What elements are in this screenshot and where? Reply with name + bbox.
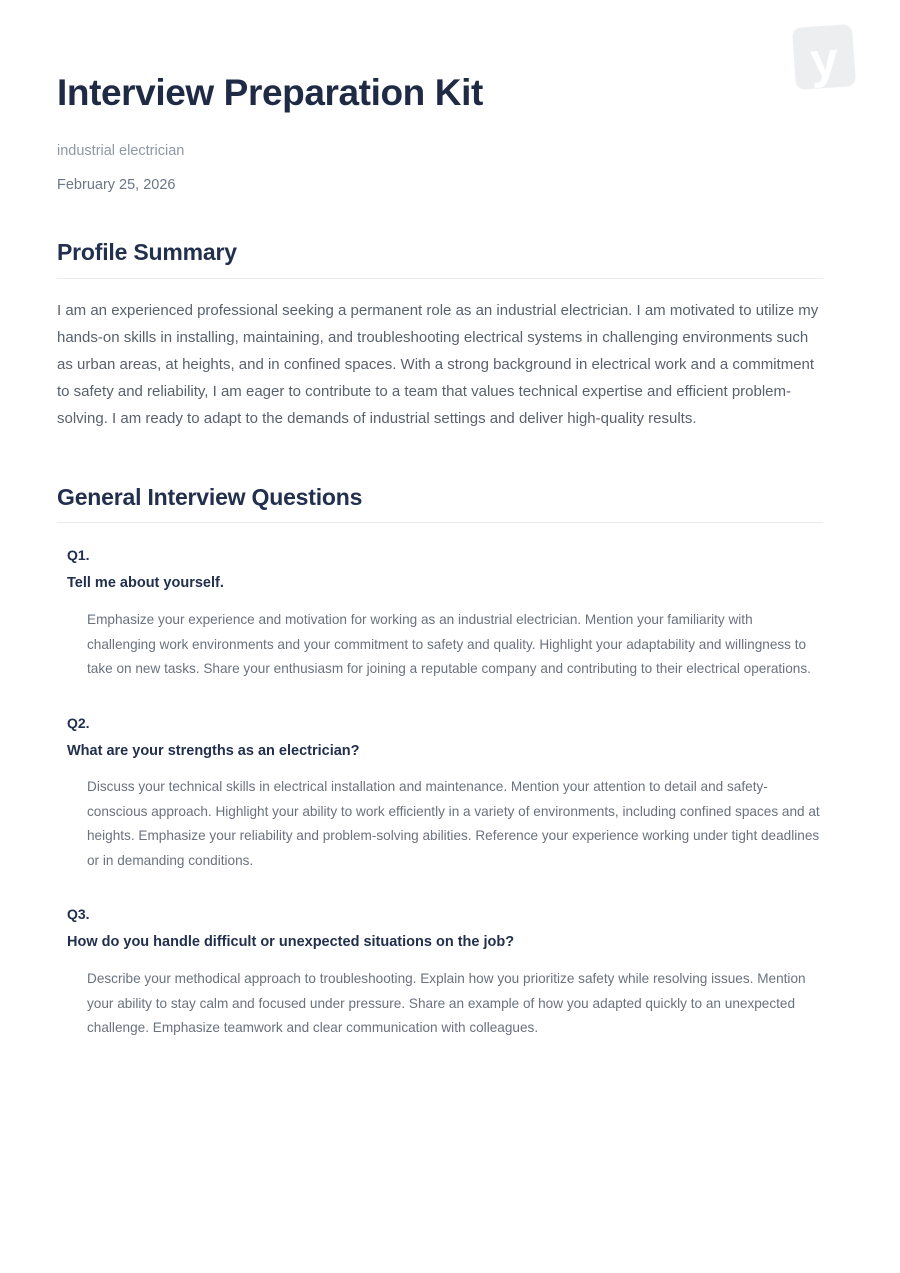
job-role-subtitle: industrial electrician — [57, 142, 185, 159]
list-item — [57, 904, 823, 1040]
question-text: What are your strengths as an electrician? — [67, 742, 360, 759]
question-number: Q3. — [67, 906, 90, 923]
answer-text: Emphasize your experience and motivation for working as an industrial electrician. Mention your familiarity with challenging work environments and your commitment to safety and quality. Highlight your adaptability and willingness to take on new tasks. Share your enthusiasm for joining a reputable company and contributing to their electrical operations. — [87, 612, 811, 677]
document-date: February 25, 2026 — [57, 176, 176, 193]
question-number: Q2. — [67, 714, 90, 731]
question-number: Q1. — [67, 547, 90, 564]
list-item — [57, 545, 823, 681]
profile-summary-heading: Profile Summary — [57, 239, 237, 266]
profile-summary-text: I am an experienced professional seeking a permanent role as an industrial electrician. I am motivated to utilize my hands-on skills in installing, maintaining, and troubleshooting electrical systems in challenging environments such as urban areas, at heights, and in confined spaces. With a strong background in electrical work and a commitment to safety and reliability, I am eager to contribute to a team that values technical expertise and efficient problem-solving. I am ready to adapt to the demands of industrial settings and deliver high-quality results. — [57, 301, 819, 427]
answer-text: Discuss your technical skills in electrical installation and maintenance. Mention your attention to detail and safety-conscious approach. Highlight your ability to work efficiently in a variety of environments, including confined spaces and at heights. Emphasize your reliability and problem-solving abilities. Reference your experience working under tight deadlines or in demanding conditions. — [87, 779, 820, 868]
question-text: Tell me about yourself. — [67, 575, 224, 592]
section-profile-summary — [57, 239, 823, 432]
section-divider — [57, 278, 823, 279]
page-title: Interview Preparation Kit — [57, 72, 483, 113]
brand-logo-letter: y — [808, 31, 841, 89]
general-questions-heading: General Interview Questions — [57, 483, 363, 510]
section-general-interview-questions — [57, 484, 823, 1041]
brand-logo-icon — [792, 24, 856, 90]
list-item — [57, 713, 823, 874]
question-list — [57, 545, 823, 1040]
section-divider — [57, 522, 823, 523]
answer-text: Describe your methodical approach to troubleshooting. Explain how you prioritize safety while resolving issues. Mention your ability to stay calm and focused under pressure. Share an example of how you adapted quickly to an unexpected challenge. Emphasize teamwork and clear communication with colleagues. — [87, 971, 806, 1036]
question-text: How do you handle difficult or unexpected situations on the job? — [67, 934, 515, 951]
